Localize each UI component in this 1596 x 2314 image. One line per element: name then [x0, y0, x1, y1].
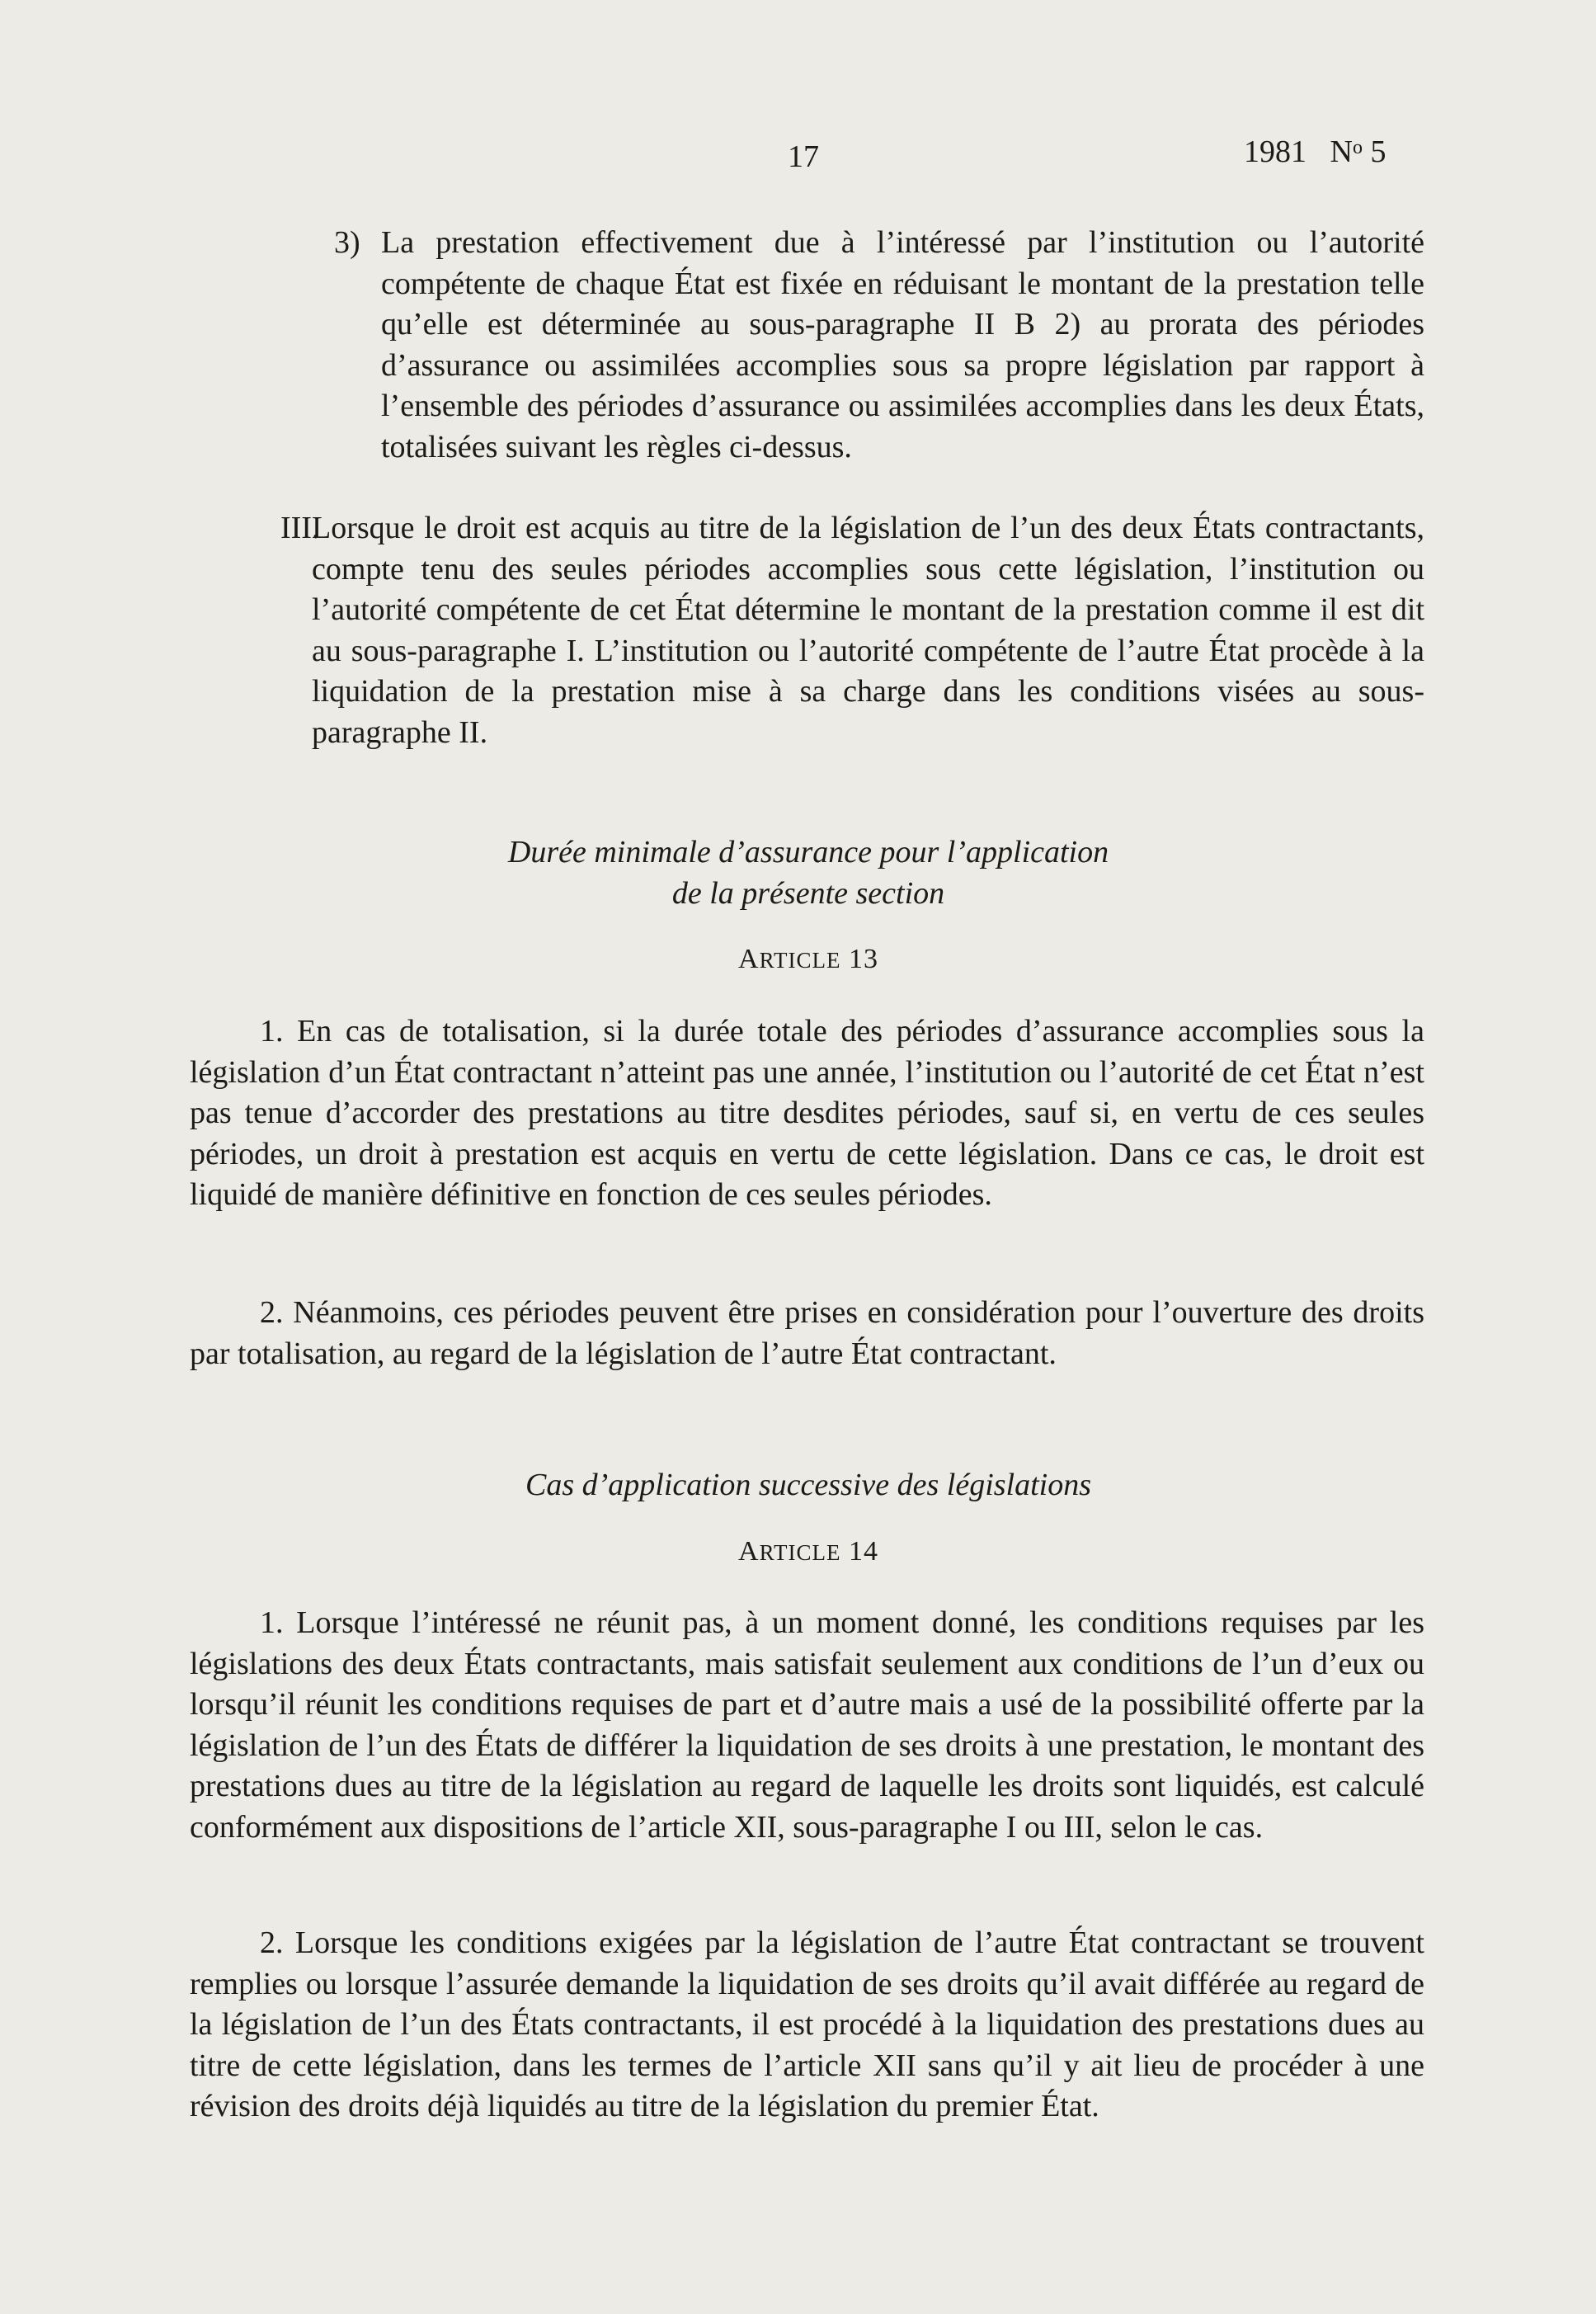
article-14-rest: RTICLE: [759, 1540, 841, 1565]
issue-prefix: N: [1330, 134, 1353, 169]
issue-number: 5: [1370, 134, 1386, 169]
article-13-first: A: [738, 944, 760, 974]
article-13-paragraph-2: 2. Néanmoins, ces périodes peuvent être prises en considération pour l’ouverture des droits par totalisation, au regard de la législation de l’autre État contractant.: [190, 1295, 1424, 1371]
item-3-marker: 3): [334, 225, 360, 260]
article-13-rest: RTICLE: [759, 948, 841, 973]
item-3-paragraph: La prestation effectivement due à l’intéressé par l’institution ou l’autorité compétente de chaque État est fixée en réduisant le montant de la prestation telle qu’elle est déterminée au sous-paragraphe II B 2) au prorata des périodes d’assurance ou assimilées accomplies sous sa propre législation par rapport à l’ensemble des périodes d’assurance ou assimilées accomplies dans les deux États, totalisées suivant les règles ci-dessus.: [381, 225, 1424, 464]
page-number: 17: [788, 139, 819, 174]
item-III-marker: III.: [280, 511, 320, 545]
article-13-number: 13: [848, 944, 878, 974]
article-14-paragraph-1: 1. Lorsque l’intéressé ne réunit pas, à un moment donné, les conditions requises par les législations des deux États contractants, mais satisfait seulement aux conditions de l’un d’eux ou lorsqu’il réunit les conditions requises de part et d’autre mais a usé de la possibilité offerte par la législation de l’un des États de différer la liquidation de ses droits à une prestation, le montant des prestations dues au titre de la législation au regard de laquelle les droits sont liquidés, est calculé conformément aux dispositions de l’article XII, sous-paragraphe I ou III, selon le cas.: [190, 1605, 1424, 1845]
section-heading-line-1: Durée minimale d’assurance pour l’application: [507, 835, 1109, 870]
section-heading-line-2: de la présente section: [671, 876, 945, 911]
article-14-number: 14: [848, 1536, 878, 1567]
issue-sup: o: [1352, 137, 1363, 158]
section-heading-successive: Cas d’application successive des législations: [525, 1468, 1092, 1502]
article-13-paragraph-1: 1. En cas de totalisation, si la durée totale des périodes d’assurance accomplies sous la législation d’un État contractant n’atteint pas une année, l’institution ou l’autorité de cet État n’est pas tenue d’accorder des prestations au titre desdites périodes, sauf si, en vertu de ces seules périodes, un droit à prestation est acquis en vertu de cette législation. Dans ce cas, le droit est liquidé de manière définitive en fonction de ces seules périodes.: [190, 1014, 1424, 1213]
article-13-heading: [190, 944, 1427, 975]
article-14-heading: [190, 1536, 1427, 1567]
article-14-first: A: [738, 1536, 760, 1567]
article-14-paragraph-2: 2. Lorsque les conditions exigées par la législation de l’autre État contractant se trouvent remplies ou lorsque l’assurée demande la liquidation de ses droits qu’il avait différée au regard de la législation de l’un des États contractants, il est procédé à la liquidation des prestations dues au titre de cette législation, dans les termes de l’article XII sans qu’il y ait lieu de procéder à une révision des droits déjà liquidés au titre de la législation du premier État.: [190, 1925, 1424, 2124]
issue-year: 1981: [1244, 134, 1306, 169]
issue-reference: [1244, 134, 1386, 170]
item-III-paragraph: Lorsque le droit est acquis au titre de la législation de l’un des deux États contractants, compte tenu des seules périodes accomplies sous cette législation, l’institution ou l’autorité compétente de cet État détermine le montant de la prestation comme il est dit au sous-paragraphe I. L’institution ou l’autorité compétente de l’autre État procède à la liquidation de la prestation mise à sa charge dans les conditions visées au sous-paragraphe II.: [312, 511, 1424, 750]
